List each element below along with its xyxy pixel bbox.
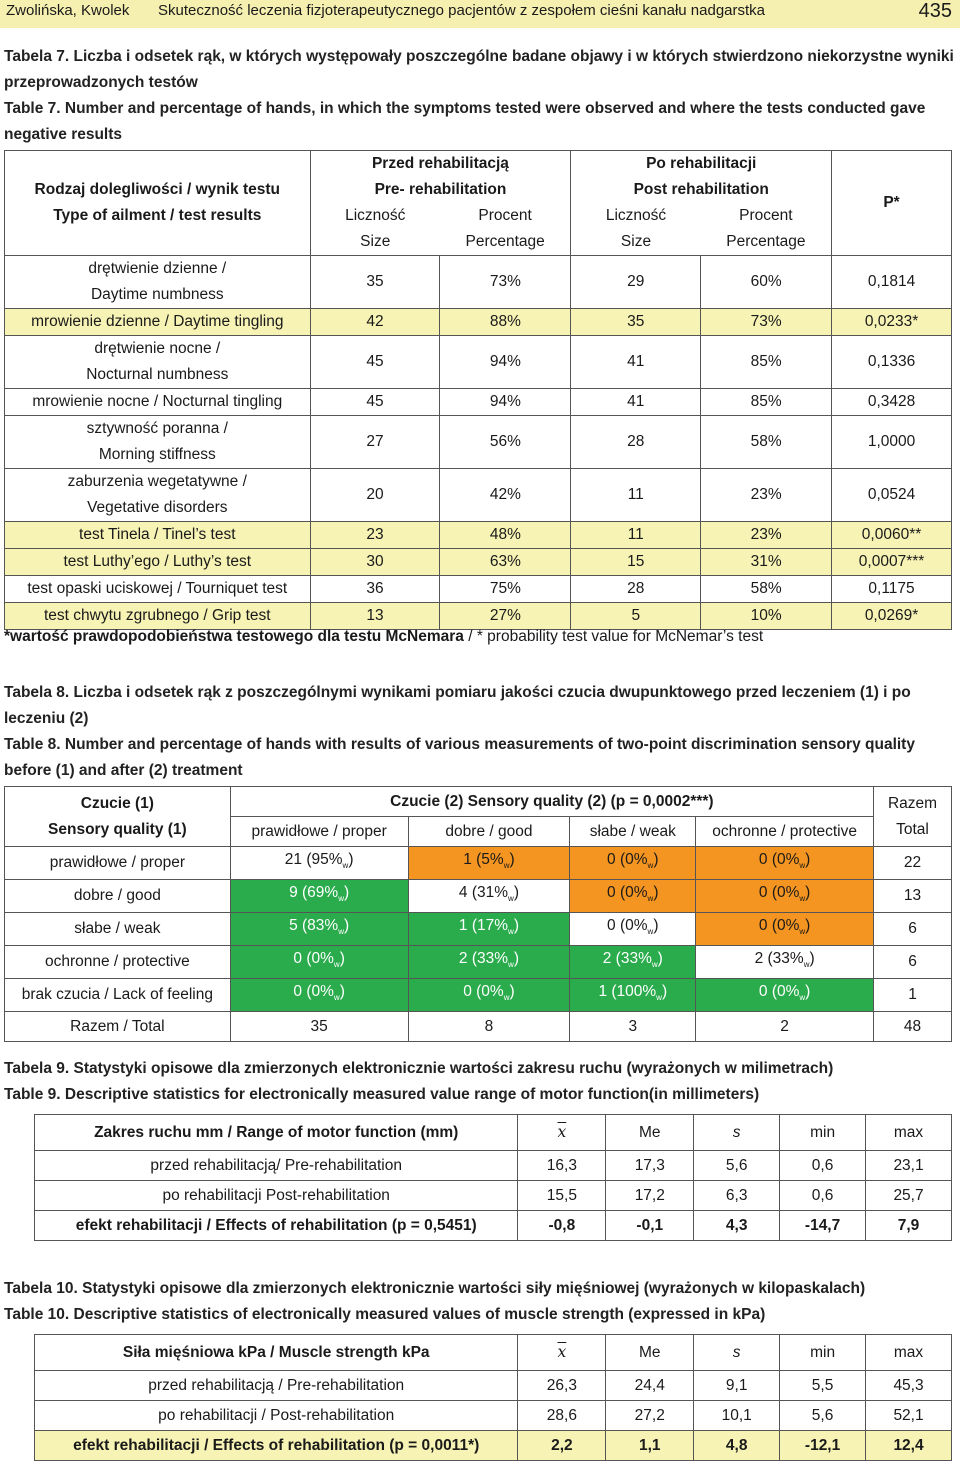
t7-row [5,336,952,389]
t8-cell: 2 $(33\%_w)$ [696,946,874,979]
t7-cell-d: 60% [701,256,832,309]
t9-row-label: po rehabilitacji Post-rehabilitation [35,1181,518,1211]
t7-cell-d: 23% [701,469,832,522]
t8-cell: 0 $(0\%_w)$ [570,880,696,913]
t7-cell-p: 1,0000 [832,416,952,469]
t9-cell-me: 17,3 [606,1151,694,1181]
t9-cell-me: -0,1 [606,1211,694,1241]
t7-cell-d: 58% [701,576,832,603]
t8-row-label: brak czucia / Lack of feeling [5,979,231,1012]
t10-row-label: po rehabilitacji / Post-rehabilitation [35,1401,518,1431]
t7-cell-c: 11 [571,469,701,522]
t7-cell-d: 10% [701,603,832,630]
t7-cell-b: 94% [440,336,571,389]
t7-cell-p: 0,0060** [832,522,952,549]
t7-row-label: mrowienie dzienne / Daytime tingling [5,309,311,336]
t10-cell-me: 27,2 [606,1401,694,1431]
t7-cell-b: 56% [440,416,571,469]
table7-caption-pl: Tabela 7. Liczba i odsetek rąk, w których występowały poszczególne badane objawy i w których stwierdzono niekorzystne wyniki przeprowadzonych testów [4,48,954,91]
t7-row-label: drętwienie nocne / Nocturnal numbness [5,336,311,389]
t10-cell-me: 24,4 [606,1371,694,1401]
t7-cell-a: 20 [310,469,440,522]
t7-cell-c: 29 [571,256,701,309]
t9-s-header: s [694,1115,780,1151]
t7-row [5,389,952,416]
t7-cell-c: 28 [571,416,701,469]
t7-post-header: Po rehabilitacji Post rehabilitation [571,151,832,204]
t8-cell: 1 $(100\%_w)$ [570,979,696,1012]
table-7 [4,150,952,630]
t10-row [35,1401,952,1431]
t8-col-header: słabe / weak [570,817,696,847]
t10-cell-s: 10,1 [694,1401,780,1431]
t7-pct-header: Procent Percentage [440,203,571,256]
t10-row-label: przed rehabilitacją / Pre-rehabilitation [35,1371,518,1401]
t9-cell-x: 16,3 [518,1151,606,1181]
t8-row [5,880,952,913]
t8-total-cell: 2 [696,1012,874,1042]
t10-cell-x: 2,2 [518,1431,606,1461]
t7-cell-c: 11 [571,522,701,549]
t8-cell: 0 $(0\%_w)$ [570,847,696,880]
t9-cell-min: -14,7 [780,1211,866,1241]
t7-cell-a: 42 [310,309,440,336]
t8-cell: 1 $(5\%_w)$ [408,847,570,880]
t9-row-label: efekt rehabilitacji / Effects of rehabilitation (p = 0,5451) [35,1211,518,1241]
t8-cell: 0 $(0\%_w)$ [230,979,408,1012]
t8-cell: 9 $(69\%_w)$ [230,880,408,913]
t8-total-header: Razem Total [874,787,952,847]
t8-row-label: prawidłowe / proper [5,847,231,880]
t8-row-label: dobre / good [5,880,231,913]
t10-me-header: Me [606,1335,694,1371]
t9-cell-x: 15,5 [518,1181,606,1211]
t8-row-label: ochronne / protective [5,946,231,979]
t9-cell-max: 23,1 [866,1151,952,1181]
t8-c1-header: Czucie (1) Sensory quality (1) [5,787,231,847]
t8-row [5,979,952,1012]
t7-size-header: Liczność Size [310,203,440,256]
t7-row [5,603,952,630]
t8-cell: 0 $(0\%_w)$ [696,880,874,913]
t7-cell-p: 0,3428 [832,389,952,416]
t7-cell-p: 0,1175 [832,576,952,603]
t8-cell: 0 $(0\%_w)$ [408,979,570,1012]
t10-row [35,1371,952,1401]
t7-cell-b: 94% [440,389,571,416]
t10-max-header: max [866,1335,952,1371]
t7-cell-c: 5 [571,603,701,630]
t8-row-total: 1 [874,979,952,1012]
t7-cell-a: 30 [310,549,440,576]
t7-cell-p: 0,0269* [832,603,952,630]
t10-cell-min: 5,6 [780,1401,866,1431]
table7-caption-en: Table 7. Number and percentage of hands, in which the symptoms tested were observed and where the tests conducted gave negative results [4,100,926,143]
t8-total-row [5,1012,952,1042]
t7-cell-b: 27% [440,603,571,630]
t9-row-label: przed rehabilitacją/ Pre-rehabilitation [35,1151,518,1181]
t7-row-label: test opaski uciskowej / Tourniquet test [5,576,311,603]
t8-total-cell: 3 [570,1012,696,1042]
t9-cell-x: -0,8 [518,1211,606,1241]
t7-row [5,549,952,576]
t9-cell-s: 4,3 [694,1211,780,1241]
t10-s-header: s [694,1335,780,1371]
t10-row-label: efekt rehabilitacji / Effects of rehabilitation (p = 0,0011*) [35,1431,518,1461]
t7-row-label: test Tinela / Tinel’s test [5,522,311,549]
table10-caption-en: Table 10. Descriptive statistics of electronically measured values of muscle strength (expressed in kPa) [4,1306,766,1323]
t7-cell-d: 58% [701,416,832,469]
t7-cell-b: 73% [440,256,571,309]
t9-cell-min: 0,6 [780,1151,866,1181]
t9-mean-header: $\overline{x}$ [518,1115,606,1151]
t10-mean-header: $\overline{x}$ [518,1335,606,1371]
t8-cell: 0 $(0\%_w)$ [230,946,408,979]
t7-cell-d: 73% [701,309,832,336]
t7-cell-p: 0,1336 [832,336,952,389]
t10-cell-x: 26,3 [518,1371,606,1401]
t7-row-label: mrowienie nocne / Nocturnal tingling [5,389,311,416]
t9-cell-max: 7,9 [866,1211,952,1241]
t7-cell-b: 75% [440,576,571,603]
t8-row-total: 22 [874,847,952,880]
t8-cell: 0 $(0\%_w)$ [570,913,696,946]
t7-cell-b: 63% [440,549,571,576]
t7-row-label: sztywność poranna / Morning stiffness [5,416,311,469]
table-8 [4,786,952,1042]
t7-cell-d: 85% [701,389,832,416]
t9-cell-s: 5,6 [694,1151,780,1181]
t7-row-label: test Luthy’ego / Luthy’s test [5,549,311,576]
table9-caption-pl: Tabela 9. Statystyki opisowe dla zmierzonych elektronicznie wartości zakresu ruchu (wyrażonych w milimetrach) [4,1060,834,1077]
t7-row [5,469,952,522]
t8-cell: 4 $(31\%_w)$ [408,880,570,913]
t10-min-header: min [780,1335,866,1371]
running-header [0,0,960,28]
table10-caption-pl: Tabela 10. Statystyki opisowe dla zmierzonych elektronicznie wartości siły mięśniowej (wyrażonych w kilopaskalach) [4,1280,866,1297]
t8-cell: 0 $(0\%_w)$ [696,847,874,880]
t7-p-header: P* [832,151,952,256]
t7-size-header: Liczność Size [571,203,701,256]
t8-grand-total: 48 [874,1012,952,1042]
t7-cell-a: 23 [310,522,440,549]
t10-label-header: Siła mięśniowa kPa / Muscle strength kPa [35,1335,518,1371]
table8-caption-en: Table 8. Number and percentage of hands with results of various measurements of two-point discrimination sensory quality before (1) and after (2) treatment [4,736,915,779]
t7-cell-d: 23% [701,522,832,549]
t8-row [5,946,952,979]
t8-c2-header: Czucie (2) Sensory quality (2) (p = 0,0002***) [230,787,873,817]
table8-caption-pl: Tabela 8. Liczba i odsetek rąk z poszczególnymi wynikami pomiaru jakości czucia dwupunktowego przed leczeniem (1) i po leczeniu (2) [4,684,911,727]
t8-cell: 0 $(0\%_w)$ [696,913,874,946]
t10-cell-me: 1,1 [606,1431,694,1461]
t7-cell-a: 45 [310,336,440,389]
page-number: 435 [918,0,952,22]
header-authors: Zwolińska, Kwolek [6,2,130,19]
t7-cell-b: 42% [440,469,571,522]
t8-row-total: 6 [874,946,952,979]
t10-cell-s: 9,1 [694,1371,780,1401]
t10-row [35,1431,952,1461]
t7-cell-a: 27 [310,416,440,469]
t8-total-label: Razem / Total [5,1012,231,1042]
t8-row-total: 6 [874,913,952,946]
t9-cell-max: 25,7 [866,1181,952,1211]
t7-pre-header: Przed rehabilitacją Pre- rehabilitation [310,151,571,204]
t9-row [35,1181,952,1211]
t10-cell-max: 45,3 [866,1371,952,1401]
t7-cell-d: 31% [701,549,832,576]
t10-cell-min: 5,5 [780,1371,866,1401]
t7-row-label: drętwienie dzienne / Daytime numbness [5,256,311,309]
t8-cell: 5 $(83\%_w)$ [230,913,408,946]
t7-cell-p: 0,0007*** [832,549,952,576]
t7-row [5,256,952,309]
t8-cell: 21 $(95\%_w)$ [230,847,408,880]
t9-min-header: min [780,1115,866,1151]
t7-row [5,522,952,549]
t9-cell-s: 6,3 [694,1181,780,1211]
t8-col-header: ochronne / protective [696,817,874,847]
t7-cell-p: 0,1814 [832,256,952,309]
t7-cell-c: 35 [571,309,701,336]
t7-cell-a: 13 [310,603,440,630]
t9-cell-me: 17,2 [606,1181,694,1211]
header-title: Skuteczność leczenia fizjoterapeutycznego pacjentów z zespołem cieśni kanału nadgarstka [158,2,766,19]
table7-note: *wartość prawdopodobieństwa testowego dla testu McNemara / * probability test value for McNemar’s test [4,628,764,645]
t9-cell-min: 0,6 [780,1181,866,1211]
t7-cell-b: 48% [440,522,571,549]
t7-cell-d: 85% [701,336,832,389]
t10-cell-max: 12,4 [866,1431,952,1461]
t7-cell-a: 45 [310,389,440,416]
t7-cell-p: 0,0233* [832,309,952,336]
t7-cell-c: 41 [571,336,701,389]
t7-cell-p: 0,0524 [832,469,952,522]
t8-row-label: słabe / weak [5,913,231,946]
t8-total-cell: 8 [408,1012,570,1042]
t9-me-header: Me [606,1115,694,1151]
t9-row [35,1151,952,1181]
table-10 [34,1334,952,1461]
t9-label-header: Zakres ruchu mm / Range of motor function (mm) [35,1115,518,1151]
t7-cell-a: 36 [310,576,440,603]
t7-row-label: zaburzenia wegetatywne / Vegetative disorders [5,469,311,522]
t7-type-header: Rodzaj dolegliwości / wynik testu Type of ailment / test results [5,151,311,256]
t8-cell: 2 $(33\%_w)$ [570,946,696,979]
t10-cell-min: -12,1 [780,1431,866,1461]
t10-cell-x: 28,6 [518,1401,606,1431]
t9-max-header: max [866,1115,952,1151]
t7-row [5,416,952,469]
t8-total-cell: 35 [230,1012,408,1042]
t7-cell-a: 35 [310,256,440,309]
t7-pct-header: Procent Percentage [701,203,832,256]
t10-cell-s: 4,8 [694,1431,780,1461]
t8-row [5,913,952,946]
t8-col-header: prawidłowe / proper [230,817,408,847]
table9-caption-en: Table 9. Descriptive statistics for electronically measured value range of motor function(in millimeters) [4,1086,760,1103]
t7-cell-c: 41 [571,389,701,416]
t7-cell-c: 15 [571,549,701,576]
t8-cell: 1 $(17\%_w)$ [408,913,570,946]
t8-cell: 0 $(0\%_w)$ [696,979,874,1012]
t8-row-total: 13 [874,880,952,913]
t8-row [5,847,952,880]
t10-cell-max: 52,1 [866,1401,952,1431]
t7-cell-b: 88% [440,309,571,336]
t8-cell: 2 $(33\%_w)$ [408,946,570,979]
table-9 [34,1114,952,1241]
t9-row [35,1211,952,1241]
t7-cell-c: 28 [571,576,701,603]
t7-row [5,309,952,336]
t8-col-header: dobre / good [408,817,570,847]
t7-row [5,576,952,603]
t7-row-label: test chwytu zgrubnego / Grip test [5,603,311,630]
